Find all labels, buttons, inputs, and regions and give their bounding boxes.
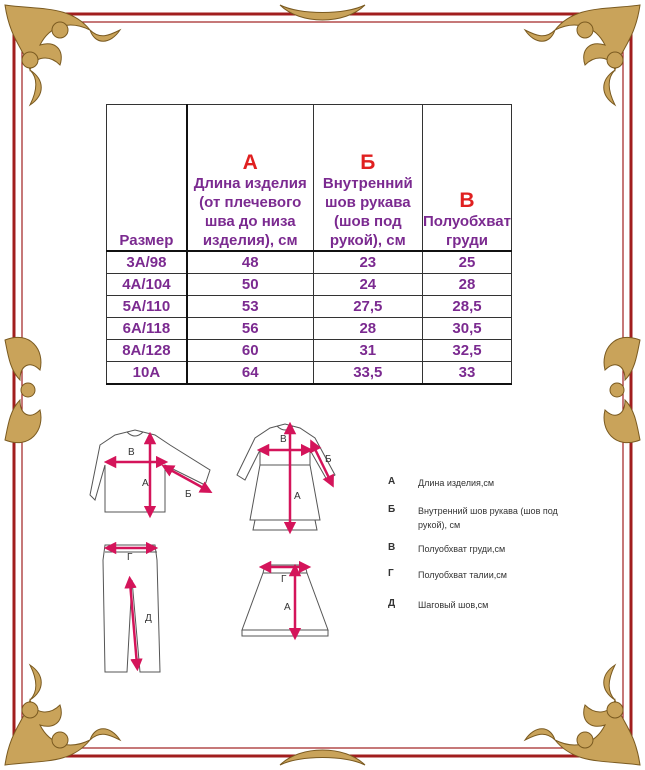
label-g-pants: Г [127, 552, 133, 563]
table-row: 10А 64 33,5 33 [107, 362, 512, 385]
header-v: В Полуобхват груди [423, 105, 512, 252]
label-v-shirt: В [128, 447, 135, 458]
label-v-dress: В [280, 434, 287, 445]
table-row: 5А/110 53 27,5 28,5 [107, 296, 512, 318]
label-a-skirt: А [284, 602, 291, 613]
header-size: Размер [107, 105, 187, 252]
label-b-shirt: Б [185, 489, 192, 500]
side-ornament-left [5, 337, 41, 442]
header-b-letter: Б [360, 151, 376, 174]
table-row: 8А/128 60 31 32,5 [107, 340, 512, 362]
size-table [106, 104, 512, 385]
table-row: 6А/118 56 28 30,5 [107, 318, 512, 340]
header-a: А Длина изделия (от плечевого шва до низа изделия), см [187, 105, 313, 252]
label-b-dress: Б [325, 454, 332, 465]
label-g-skirt: Г [281, 574, 287, 585]
header-a-letter: А [242, 151, 258, 174]
header-b: Б Внутренний шов рукава (шов под рукой), см [313, 105, 422, 252]
header-v-letter: В [459, 189, 475, 212]
label-a-shirt: А [142, 478, 149, 489]
label-a-dress: А [294, 491, 301, 502]
garment-diagrams [85, 420, 355, 675]
table-row: 3А/98 48 23 25 [107, 251, 512, 274]
top-ornament-center [280, 5, 365, 20]
table-row: 4А/104 50 24 28 [107, 274, 512, 296]
label-d-pants: Д [145, 613, 152, 624]
